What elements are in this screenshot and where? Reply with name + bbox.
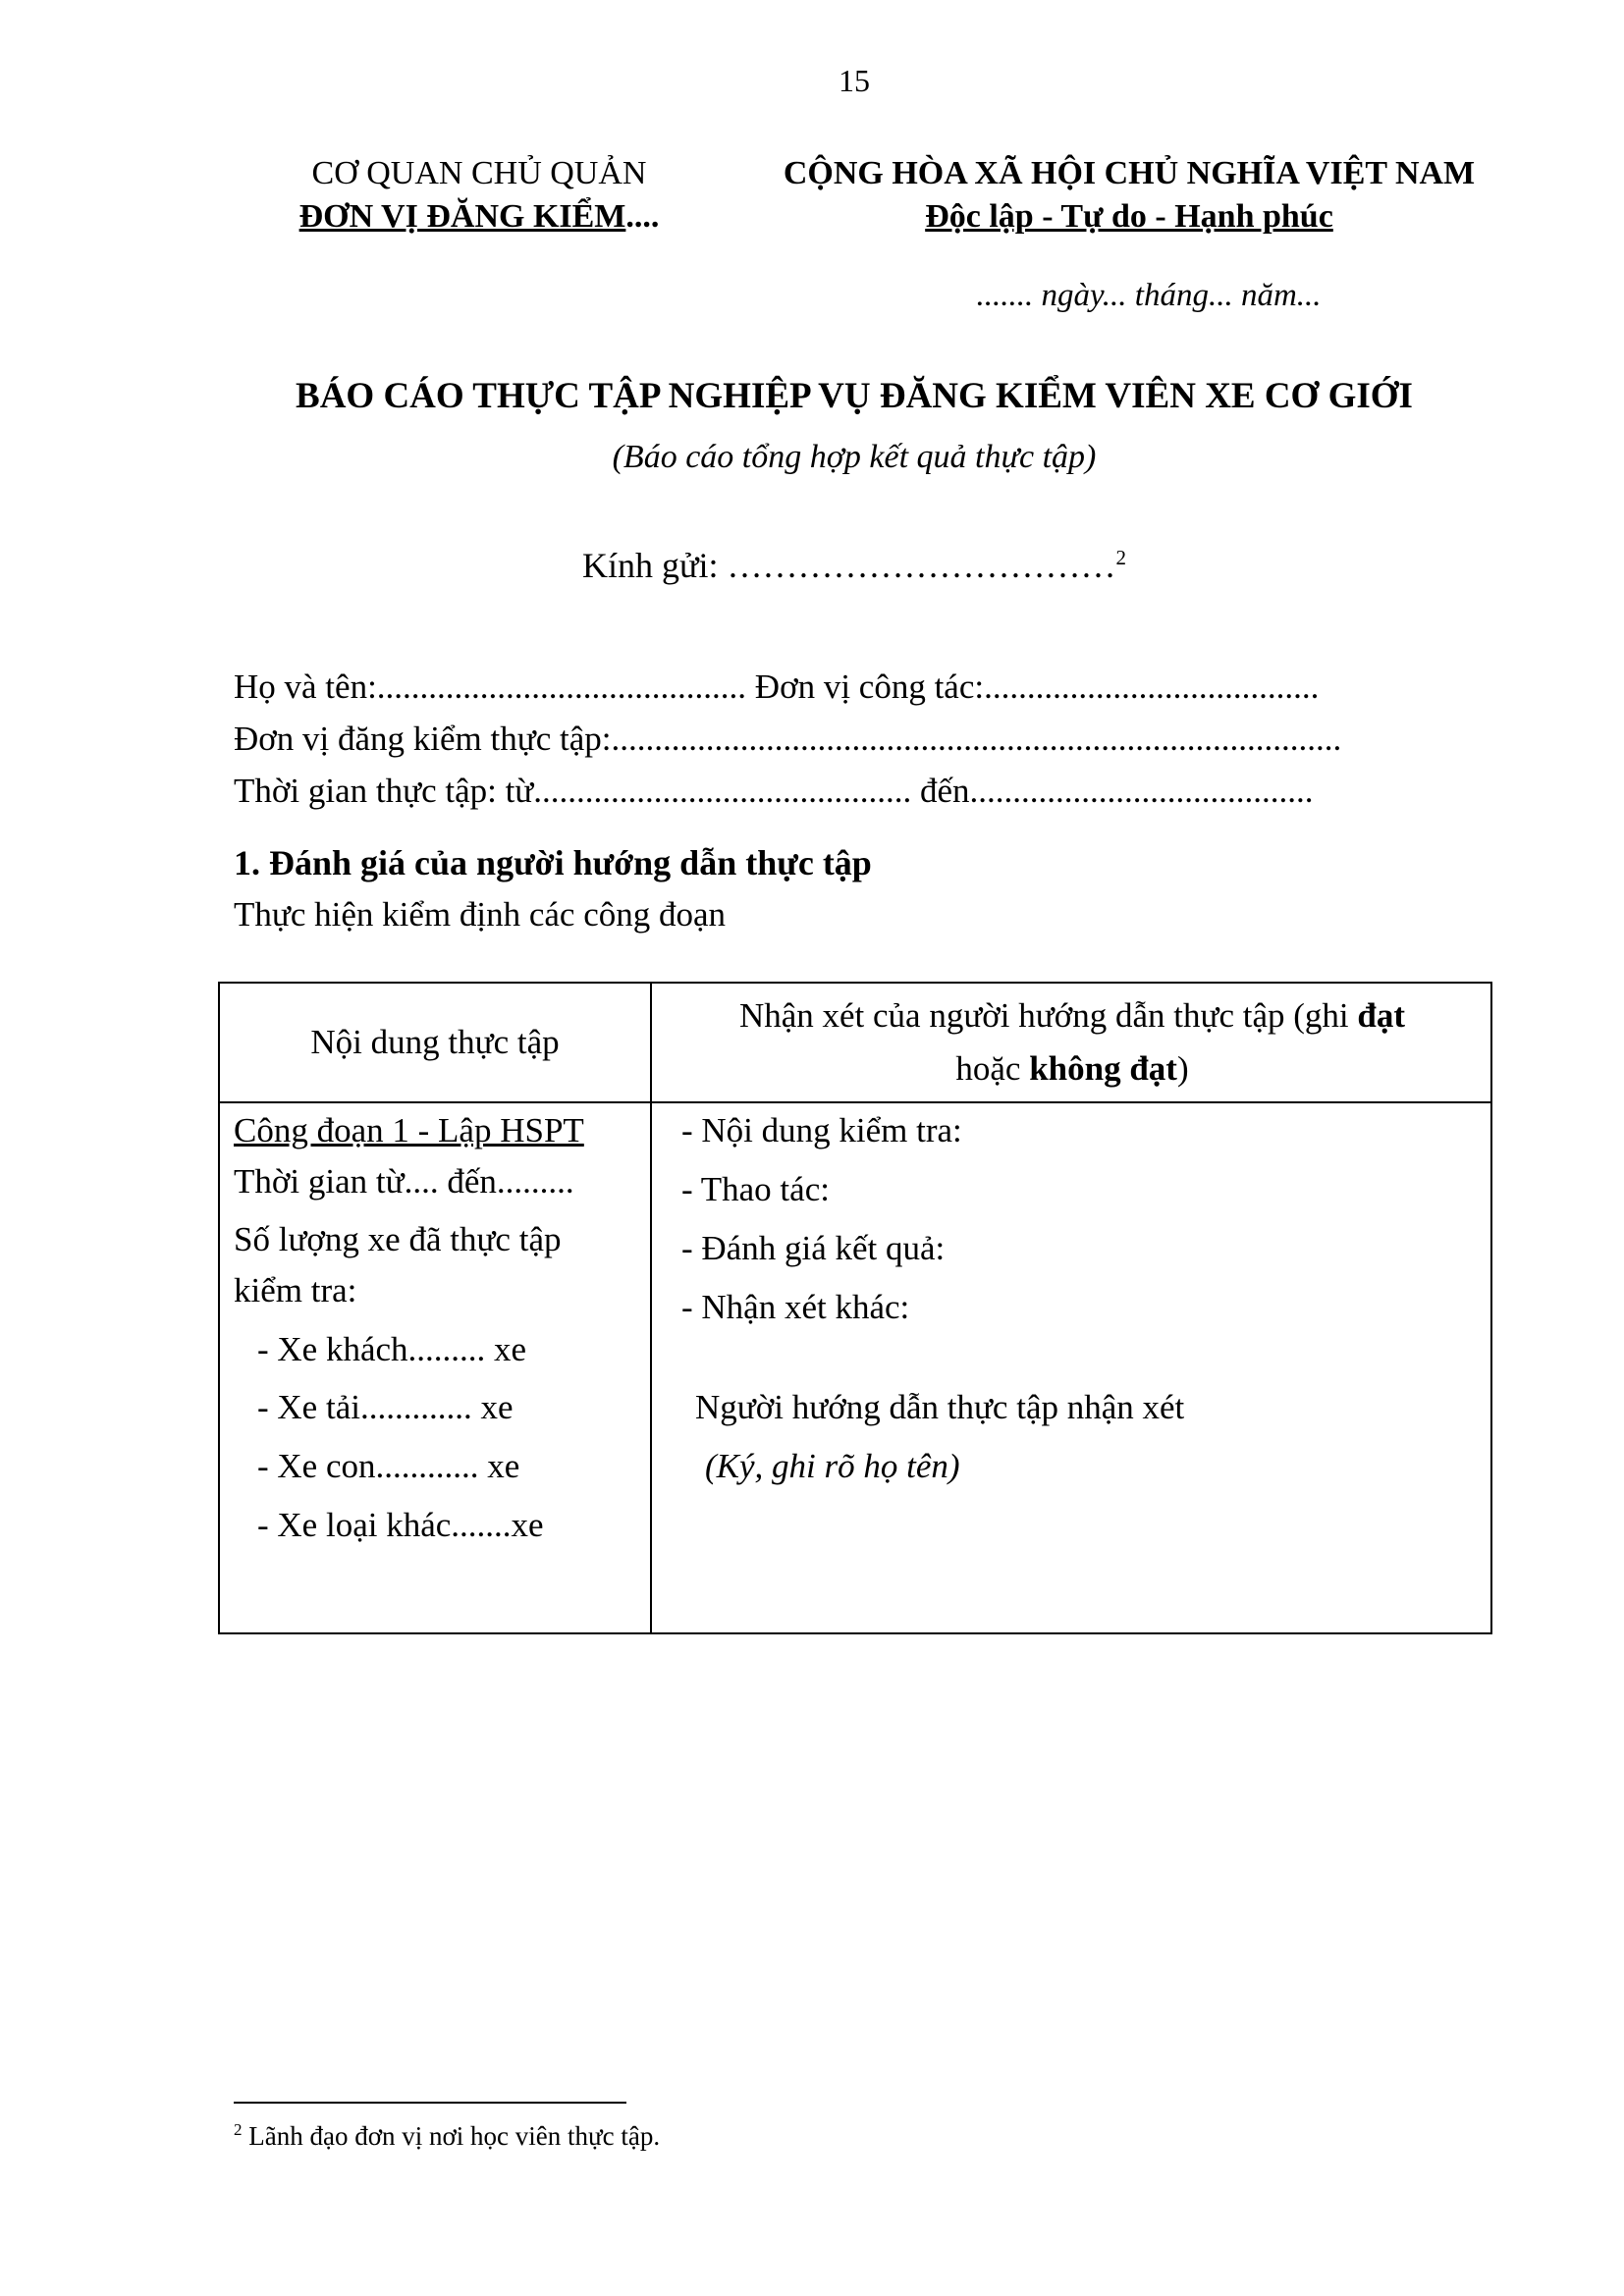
- right-header: [727, 152, 1532, 239]
- recipient-line: [0, 545, 1624, 586]
- field-inspection-unit: Đơn vị đăng kiểm thực tập:.....................................................................................: [234, 720, 1342, 758]
- table-header-content-label: Nội dung thực tập: [310, 1023, 560, 1061]
- table-header-comments-line1: [739, 989, 1405, 1042]
- vehicle-count-label-line1: Số lượng xe đã thực tập: [234, 1220, 562, 1258]
- document-subtitle: (Báo cáo tổng hợp kết quả thực tập): [612, 439, 1097, 475]
- table-header-divider: [220, 1101, 1490, 1103]
- header-text-pass: đạt: [1357, 996, 1406, 1035]
- field-internship-period: Thời gian thực tập: từ............................................ đến........................................: [234, 772, 1314, 810]
- signature-note: (Ký, ghi rõ họ tên): [705, 1447, 960, 1485]
- left-header: [253, 152, 705, 239]
- table-header-content: [220, 984, 650, 1101]
- comment-item-operation: - Thao tác:: [681, 1170, 830, 1208]
- national-motto: Độc lập - Tự do - Hạnh phúc: [925, 198, 1333, 235]
- vehicle-count-car: - Xe con............ xe: [257, 1447, 520, 1485]
- page-number: 15: [839, 63, 870, 98]
- recipient-text: Kính gửi: ……………………………: [581, 546, 1116, 585]
- section-subheading: Thực hiện kiểm định các công đoạn: [234, 895, 727, 934]
- agency-name: CƠ QUAN CHỦ QUẢN: [311, 155, 647, 191]
- comment-item-other: - Nhận xét khác:: [681, 1288, 910, 1326]
- unit-name-suffix: ....: [625, 198, 660, 235]
- table-header-comments: [652, 984, 1492, 1101]
- unit-name: [253, 195, 705, 239]
- field-name-unit: Họ và tên:........................................... Đơn vị công tác:.......................................: [234, 667, 1320, 706]
- footnote-mark: 2: [234, 2120, 243, 2139]
- section-heading: 1. Đánh giá của người hướng dẫn thực tập: [234, 843, 872, 882]
- header-text-pre: Nhận xét của người hướng dẫn thực tập (ghi: [738, 996, 1358, 1035]
- header-text-fail: không đạt: [1029, 1049, 1177, 1088]
- header-text-post: ): [1176, 1049, 1189, 1088]
- vehicle-count-other: - Xe loại khác.......xe: [257, 1506, 544, 1544]
- stage-title-text: Công đoạn 1 - Lập HSPT: [234, 1111, 584, 1149]
- unit-name-text: ĐƠN VỊ ĐĂNG KIỂM: [298, 198, 626, 235]
- date-line: ....... ngày... tháng... năm...: [976, 278, 1322, 313]
- header-text-or: hoặc: [955, 1049, 1030, 1088]
- document-title: BÁO CÁO THỰC TẬP NGHIỆP VỤ ĐĂNG KIỂM VIÊN XE CƠ GIỚI: [296, 376, 1413, 416]
- footnote-text: Lãnh đạo đơn vị nơi học viên thực tập.: [242, 2121, 661, 2151]
- comment-item-result: - Đánh giá kết quả:: [681, 1229, 946, 1267]
- table-header-comments-line2: [955, 1042, 1188, 1095]
- comment-item-content: - Nội dung kiểm tra:: [681, 1111, 962, 1149]
- footnote: [234, 2120, 660, 2152]
- vehicle-count-truck: - Xe tải............. xe: [257, 1388, 514, 1426]
- stage-time: Thời gian từ.... đến.........: [234, 1162, 574, 1201]
- footnote-separator: [234, 2102, 626, 2104]
- vehicle-count-label-line2: kiểm tra:: [234, 1271, 357, 1309]
- evaluation-table: [218, 982, 1492, 1634]
- signature-label: Người hướng dẫn thực tập nhận xét: [695, 1388, 1185, 1426]
- country-name: CỘNG HÒA XÃ HỘI CHỦ NGHĨA VIỆT NAM: [783, 155, 1476, 191]
- stage-title: [234, 1111, 584, 1150]
- recipient-footnote-mark: 2: [1115, 546, 1126, 569]
- vehicle-count-coach: - Xe khách......... xe: [257, 1330, 527, 1368]
